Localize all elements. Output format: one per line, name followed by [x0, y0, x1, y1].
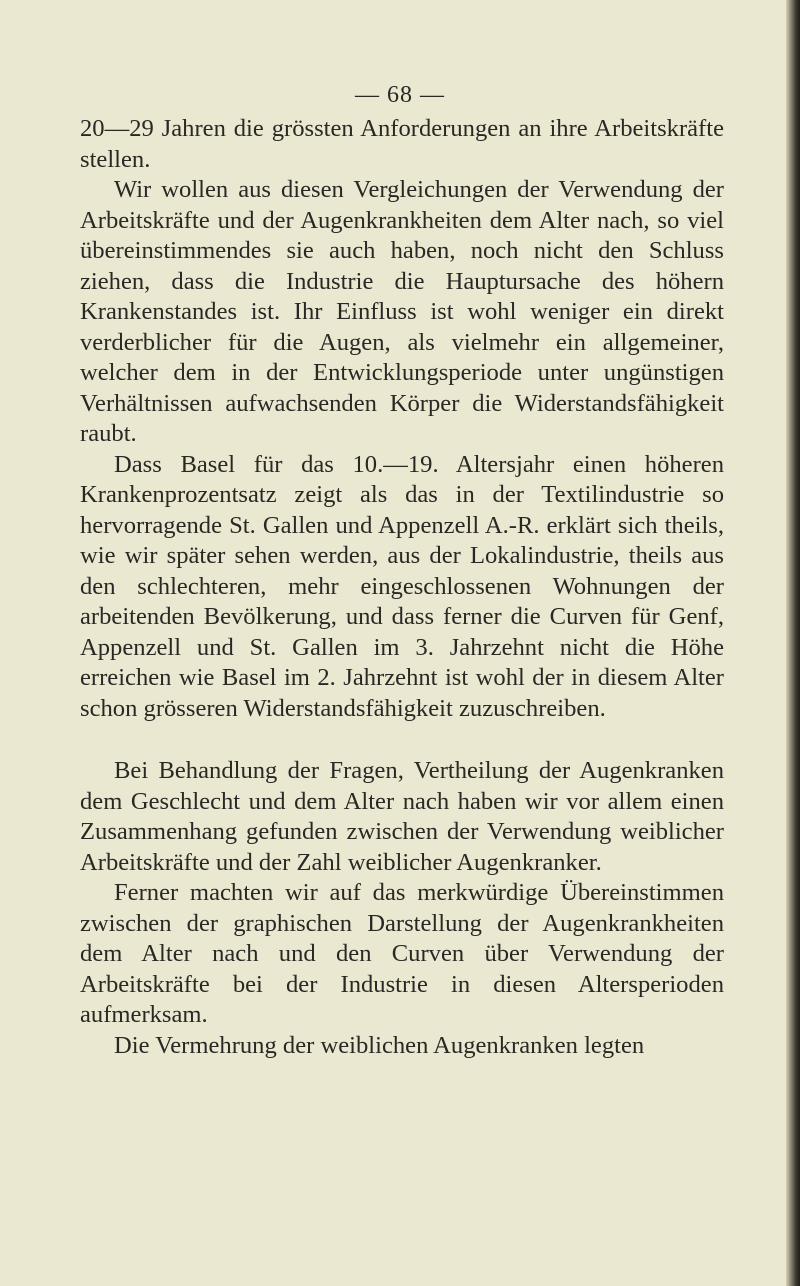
paragraph-4: Bei Behandlung der Fragen, Vertheilung der Augenkranken dem Geschlecht und dem Alter nach haben wir vor allem einen Zusammenhang gefunden zwischen der Verwendung weiblicher Arbeitskräfte und der Zahl weiblicher Augenkranker. [80, 757, 724, 876]
paragraph-6: Die Vermehrung der weiblichen Augenkranken legten [114, 1031, 645, 1059]
page-number: — 68 — [355, 82, 445, 108]
text-block-upper [80, 114, 724, 724]
paragraph-5: Ferner machten wir auf das merkwürdige Übereinstimmen zwischen der graphischen Darstellung der Augenkrankheiten dem Alter nach und den Curven über Verwendung der Arbeitskräfte bei der Industrie in diesen Altersperioden aufmerksam. [80, 879, 724, 1028]
text-block-lower [80, 756, 724, 1061]
paragraph-3: Dass Basel für das 10.—19. Altersjahr einen höheren Krankenprozentsatz zeigt als das in der Textilindustrie so hervorragende St. Gallen und Appenzell A.-R. erklärt sich theils, wie wir später sehen werden, aus der Lokalindustrie, theils aus den schlechteren, mehr eingeschlossenen Wohnungen der arbeitenden Bevölkerung, und dass ferner die Curven für Genf, Appenzell und St. Gallen im 3. Jahrzehnt nicht die Höhe erreichen wie Basel im 2. Jahrzehnt ist wohl der in diesem Alter schon grösseren Widerstandsfähigkeit zuzuschreiben. [80, 450, 724, 722]
paragraph-2: Wir wollen aus diesen Vergleichungen der Verwendung der Arbeitskräfte und der Augenkrankheiten dem Alter nach, so viel übereinstimmendes sie auch haben, noch nicht den Schluss ziehen, dass die Industrie die Hauptursache des höhern Krankenstandes ist. Ihr Einfluss ist wohl weniger ein direkt verderblicher für die Augen, als vielmehr ein allgemeiner, welcher dem in der Entwicklungsperiode unter ungünstigen Verhältnissen aufwachsenden Körper die Widerstandsfähigkeit raubt. [80, 176, 724, 447]
paragraph-1: 20—29 Jahren die grössten Anforderungen an ihre Arbeitskräfte stellen. [80, 115, 724, 173]
page-edge-shadow [786, 0, 800, 1286]
